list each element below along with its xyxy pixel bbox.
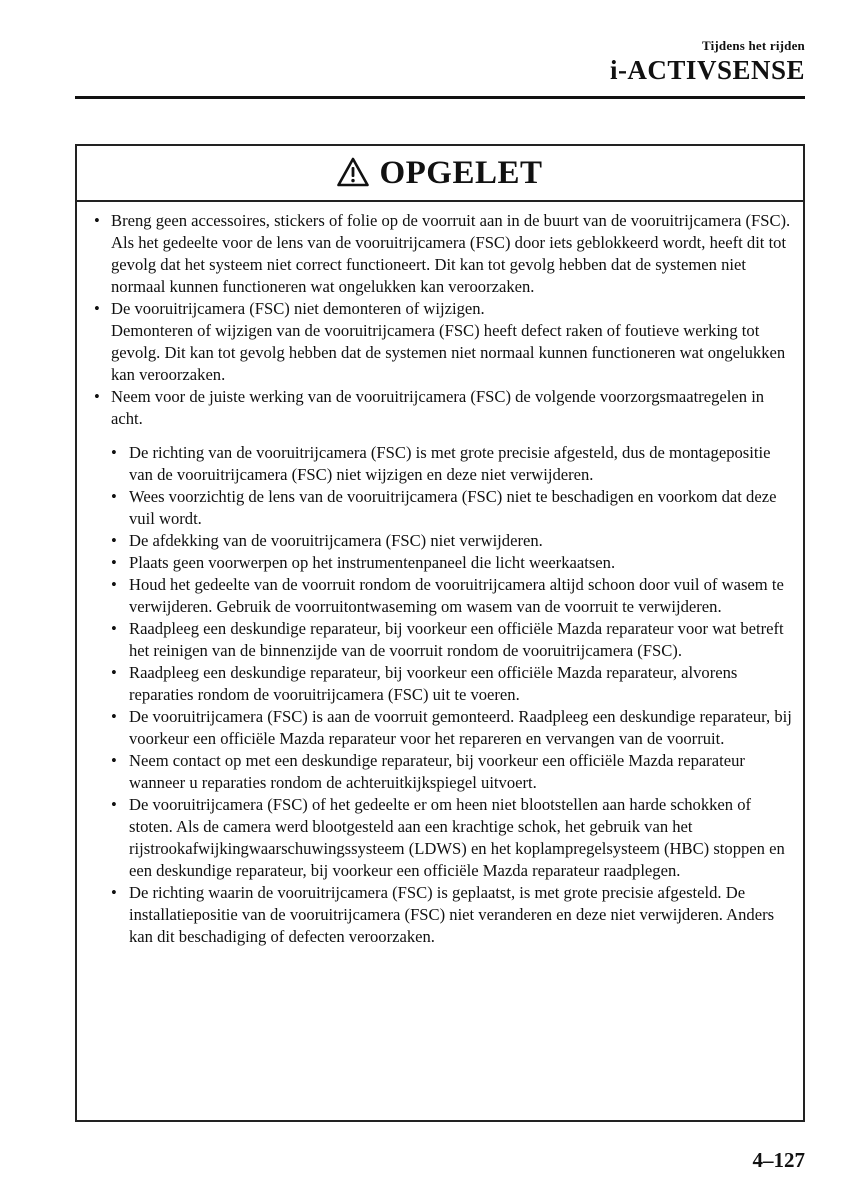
section-subtitle: Tijdens het rijden — [701, 38, 805, 53]
list-item: • Raadpleeg een deskundige reparateur, bij voorkeur een officiële Mazda reparateur voor wat betreft het reinigen van de binnenzijde van de voorruit rondom de vooruitrijcamera (FSC). — [89, 618, 793, 662]
section-title: i-ACTIVSENSE — [609, 55, 805, 85]
bullet-text: • De vooruitrijcamera (FSC) niet demonteren of wijzigen. — [111, 299, 485, 318]
bullet-text: • Neem voor de juiste werking van de vooruitrijcamera (FSC) de volgende voorzorgsmaatregelen in acht. — [111, 387, 765, 428]
header-divider — [75, 96, 805, 99]
list-item: • Neem contact op met een deskundige reparateur, bij voorkeur een officiële Mazda reparateur wanneer u reparaties rondom de achteruitkijkspiegel uitvoert. — [89, 750, 793, 794]
list-item: • De afdekking van de vooruitrijcamera (FSC) niet verwijderen. — [89, 530, 793, 552]
caution-content — [89, 210, 793, 948]
page-number: 4–127 — [752, 1148, 805, 1172]
bullet-text: Als het gedeelte voor de lens van de vooruitrijcamera (FSC) door iets geblokkeerd wordt, heeft dit tot gevolg dat het systeem niet correct functioneert. Dit kan tot gevolg hebben dat de systemen niet normaal kunnen functioneren wat ongelukken kan veroorzaken. — [111, 233, 787, 296]
bullet-text: • Breng geen accessoires, stickers of folie op de voorruit aan in de buurt van de vooruitrijcamera (FSC). — [111, 211, 791, 230]
bullet-text: Demonteren of wijzigen van de vooruitrijcamera (FSC) heeft defect raken of foutieve werking tot gevolg. Dit kan tot gevolg hebben dat de systemen niet normaal kunnen functioneren wat ongelukken kan veroorzaken. — [111, 321, 786, 384]
caution-header — [77, 146, 803, 202]
list-item: • De vooruitrijcamera (FSC) is aan de voorruit gemonteerd. Raadpleeg een deskundige reparateur, bij voorkeur een officiële Mazda reparateur voor het repareren en vervangen van de voorruit. — [89, 706, 793, 750]
list-item — [89, 298, 793, 386]
list-item: • Houd het gedeelte van de voorruit rondom de vooruitrijcamera altijd schoon door vuil of wasem te verwijderen. Gebruik de voorruitontwaseming om wasem van de voorruit te verwijderen. — [89, 574, 793, 618]
list-item: • De richting waarin de vooruitrijcamera (FSC) is geplaatst, is met grote precisie afgesteld. De installatiepositie van de vooruitrijcamera (FSC) niet veranderen en deze niet verwijderen. Anders kan dit beschadiging of defecten veroorzaken. — [89, 882, 793, 948]
caution-box — [75, 144, 805, 1122]
list-item — [89, 210, 793, 298]
list-item: • Raadpleeg een deskundige reparateur, bij voorkeur een officiële Mazda reparateur, alvorens reparaties rondom de vooruitrijcamera (FSC) uit te voeren. — [89, 662, 793, 706]
list-item: • Wees voorzichtig de lens van de vooruitrijcamera (FSC) niet te beschadigen en voorkom dat deze vuil wordt. — [89, 486, 793, 530]
list-item: • De vooruitrijcamera (FSC) of het gedeelte er om heen niet blootstellen aan harde schokken of stoten. Als de camera werd blootgesteld aan een krachtige schok, het gebruik van het rijstrookafwijkingwaarschuwingssysteem (LDWS) en het koplampregelsysteem (HBC) stoppen en een deskundige reparateur, bij voorkeur een officiële Mazda reparateur raadplegen. — [89, 794, 793, 882]
caution-title: OPGELET — [379, 154, 543, 191]
sub-bullet-list — [89, 442, 793, 948]
warning-triangle-icon — [337, 157, 369, 187]
list-item: • De richting van de vooruitrijcamera (FSC) is met grote precisie afgesteld, dus de montagepositie van de vooruitrijcamera (FSC) niet wijzigen en deze niet verwijderen. — [89, 442, 793, 486]
list-item: • Plaats geen voorwerpen op het instrumentenpaneel die licht weerkaatsen. — [89, 552, 793, 574]
main-bullet-list — [89, 210, 793, 430]
list-item — [89, 386, 793, 430]
